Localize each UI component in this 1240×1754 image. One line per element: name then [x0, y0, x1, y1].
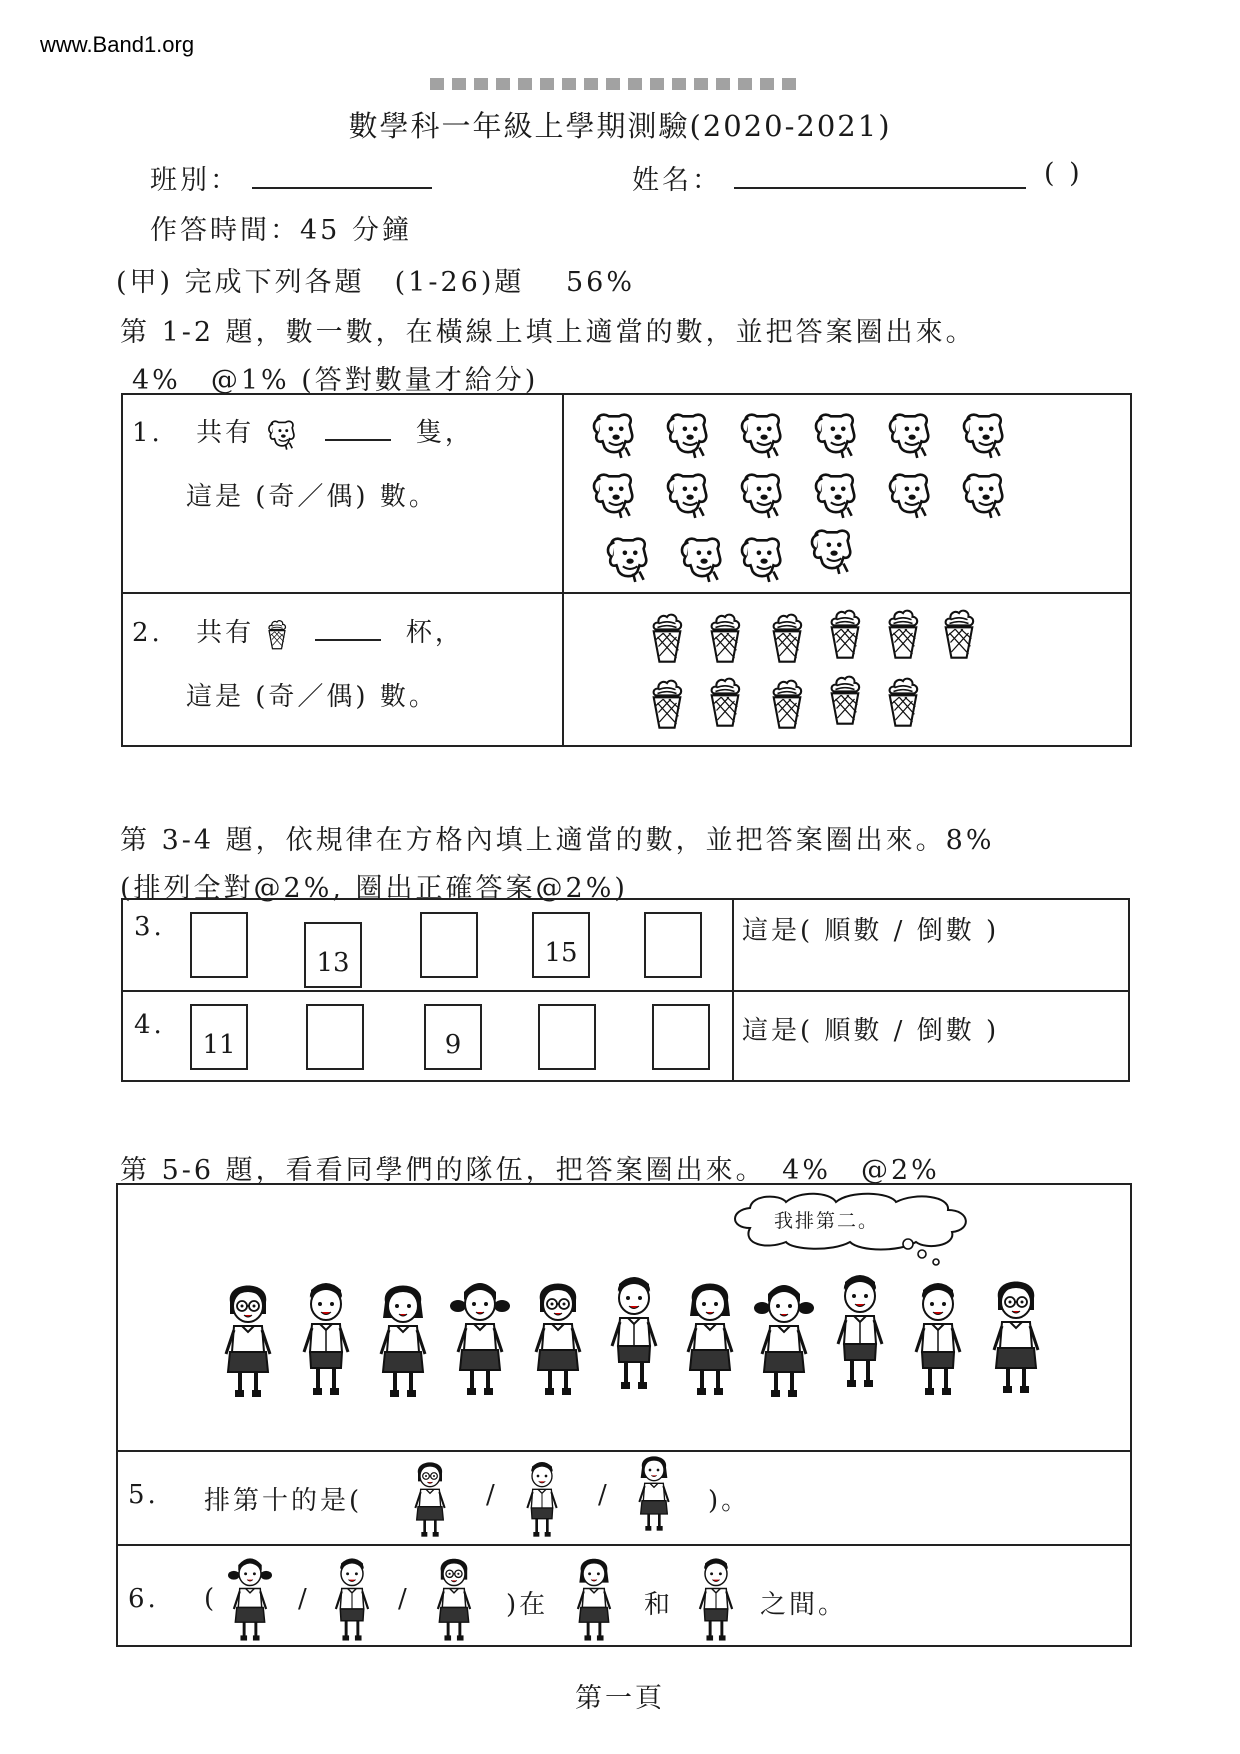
- ice-cream-icon: [884, 604, 922, 662]
- page-title: 數學科一年級上學期測驗(2020-2021): [348, 109, 892, 143]
- student-4: [450, 1272, 510, 1402]
- ice-cream-icon: [940, 604, 978, 662]
- q3-cell-5[interactable]: [644, 912, 702, 978]
- bubble-text: 我排第二。: [774, 1210, 880, 1232]
- ice-cream-icon: [265, 617, 289, 651]
- student-10: [908, 1272, 968, 1402]
- q3-cell-1[interactable]: [190, 912, 248, 978]
- q4-cell-5[interactable]: [652, 1004, 710, 1070]
- dog-icon: [588, 408, 640, 460]
- q1-row: [132, 412, 474, 451]
- name-blank[interactable]: [734, 183, 1026, 189]
- dog-icon: [810, 408, 862, 460]
- student-9: [830, 1264, 890, 1394]
- dog-icon: [810, 468, 862, 520]
- class-field: [150, 158, 432, 197]
- q4-cell-2[interactable]: [306, 1004, 364, 1070]
- q2-post: 杯，: [405, 618, 464, 648]
- student-line: [218, 1262, 1058, 1412]
- q6-number: 6.: [128, 1584, 159, 1614]
- dog-icon: [884, 408, 936, 460]
- dog-icon: [806, 524, 858, 576]
- dog-icon: [958, 468, 1010, 520]
- ice-cream-icon: [768, 674, 806, 732]
- name-field: [632, 158, 1026, 197]
- dog-icon: [884, 468, 936, 520]
- q3-cell-2[interactable]: 13: [304, 922, 362, 988]
- name-label: 姓名：: [632, 165, 722, 196]
- ice-cream-icon: [706, 672, 744, 730]
- q5-option-glasses-girl[interactable]: [410, 1454, 450, 1542]
- dog-icon: [265, 417, 299, 451]
- q6-open: (: [204, 1584, 218, 1614]
- dog-grid: [588, 408, 1028, 588]
- student-3: [373, 1274, 433, 1404]
- dog-icon: [676, 532, 728, 584]
- ice-cream-icon: [706, 608, 744, 666]
- dog-icon: [662, 468, 714, 520]
- ice-cream-grid: [648, 608, 988, 738]
- part1-instruction: 第 1-2 題，數一數，在橫線上填上適當的數，並把答案圈出來。: [120, 317, 976, 348]
- q3-answer[interactable]: 這是( 順數 / 倒數 ): [742, 916, 1000, 946]
- part2-instruction: 第 3-4 題，依規律在方格內填上適當的數，並把答案圈出來。8%: [120, 825, 995, 856]
- dog-icon: [736, 408, 788, 460]
- part3-instruction: 第 5-6 題，看看同學們的隊伍，把答案圈出來。 4% @2%: [120, 1155, 940, 1186]
- q4-cell-1[interactable]: 11: [190, 1004, 248, 1070]
- student-8: [754, 1274, 814, 1404]
- q2-number: 2.: [132, 618, 163, 648]
- q3-number: 3.: [134, 912, 165, 942]
- q1-number: 1.: [132, 418, 163, 448]
- q6-ref-girl: [572, 1550, 616, 1646]
- q6-option-glasses-boy[interactable]: [432, 1550, 476, 1646]
- student-5: [528, 1272, 588, 1402]
- class-label: 班別：: [150, 165, 240, 196]
- q6-option-pigtails-girl[interactable]: [228, 1550, 272, 1646]
- ice-cream-icon: [648, 608, 686, 666]
- q2-pre: 共有: [196, 618, 255, 648]
- part2-marks: (排列全對@2%, 圈出正確答案@2%): [120, 873, 628, 904]
- ice-cream-icon: [826, 670, 864, 728]
- q1-line2[interactable]: 這是 (奇／偶) 數。: [186, 482, 438, 512]
- q2-answer-blank[interactable]: [315, 635, 381, 641]
- watermark: www.Band1.org: [40, 32, 195, 57]
- q4-cell-3[interactable]: 9: [424, 1004, 482, 1070]
- dog-icon: [588, 468, 640, 520]
- dog-icon: [602, 532, 654, 584]
- q1-answer-blank[interactable]: [325, 435, 391, 441]
- q6-ref-boy: [694, 1550, 738, 1646]
- dog-icon: [958, 408, 1010, 460]
- q5-sep-1: /: [486, 1480, 498, 1510]
- q5-sep-2: /: [598, 1480, 610, 1510]
- thought-bubble: [720, 1188, 990, 1258]
- q6-sep-2: /: [398, 1584, 410, 1614]
- q6-option-boy[interactable]: [330, 1550, 374, 1646]
- student-7: [680, 1272, 740, 1402]
- page-number: 第一頁: [575, 1683, 665, 1714]
- q4-number: 4.: [134, 1010, 165, 1040]
- student-1: [218, 1274, 278, 1404]
- ice-cream-icon: [648, 674, 686, 732]
- header-smudge: [430, 78, 800, 90]
- q5-text: 排第十的是(: [204, 1486, 363, 1516]
- student-11: [986, 1270, 1046, 1400]
- q5-number: 5.: [128, 1480, 159, 1510]
- dog-icon: [736, 532, 788, 584]
- q6-mid: )在: [506, 1590, 549, 1620]
- class-blank[interactable]: [252, 183, 432, 189]
- ice-cream-icon: [884, 672, 922, 730]
- q6-and: 和: [644, 1590, 674, 1620]
- q1-post: 隻，: [415, 418, 474, 448]
- student-2: [296, 1272, 356, 1402]
- number-parens[interactable]: ( ): [1044, 158, 1083, 189]
- q4-answer[interactable]: 這是( 順數 / 倒數 ): [742, 1016, 1000, 1046]
- time-label: 作答時間：45 分鐘: [150, 215, 412, 246]
- section-heading: (甲) 完成下列各題 (1-26)題 56%: [116, 267, 635, 298]
- q6-end: 之間。: [760, 1590, 848, 1620]
- ice-cream-icon: [768, 608, 806, 666]
- q6-sep-1: /: [298, 1584, 310, 1614]
- dog-icon: [736, 468, 788, 520]
- q1-pre: 共有: [196, 418, 255, 448]
- part1-marks: 4% @1% (答對數量才給分): [132, 365, 539, 396]
- q5-option-boy[interactable]: [522, 1454, 562, 1542]
- dog-icon: [662, 408, 714, 460]
- q3-cell-3[interactable]: [420, 912, 478, 978]
- ice-cream-icon: [826, 604, 864, 662]
- q2-row: [132, 612, 464, 651]
- student-6: [604, 1266, 664, 1396]
- q3-cell-4[interactable]: 15: [532, 912, 590, 978]
- q5-option-girl[interactable]: [634, 1448, 674, 1536]
- q2-line2[interactable]: 這是 (奇／偶) 數。: [186, 682, 438, 712]
- q5-end: )。: [708, 1486, 751, 1516]
- q4-cell-4[interactable]: [538, 1004, 596, 1070]
